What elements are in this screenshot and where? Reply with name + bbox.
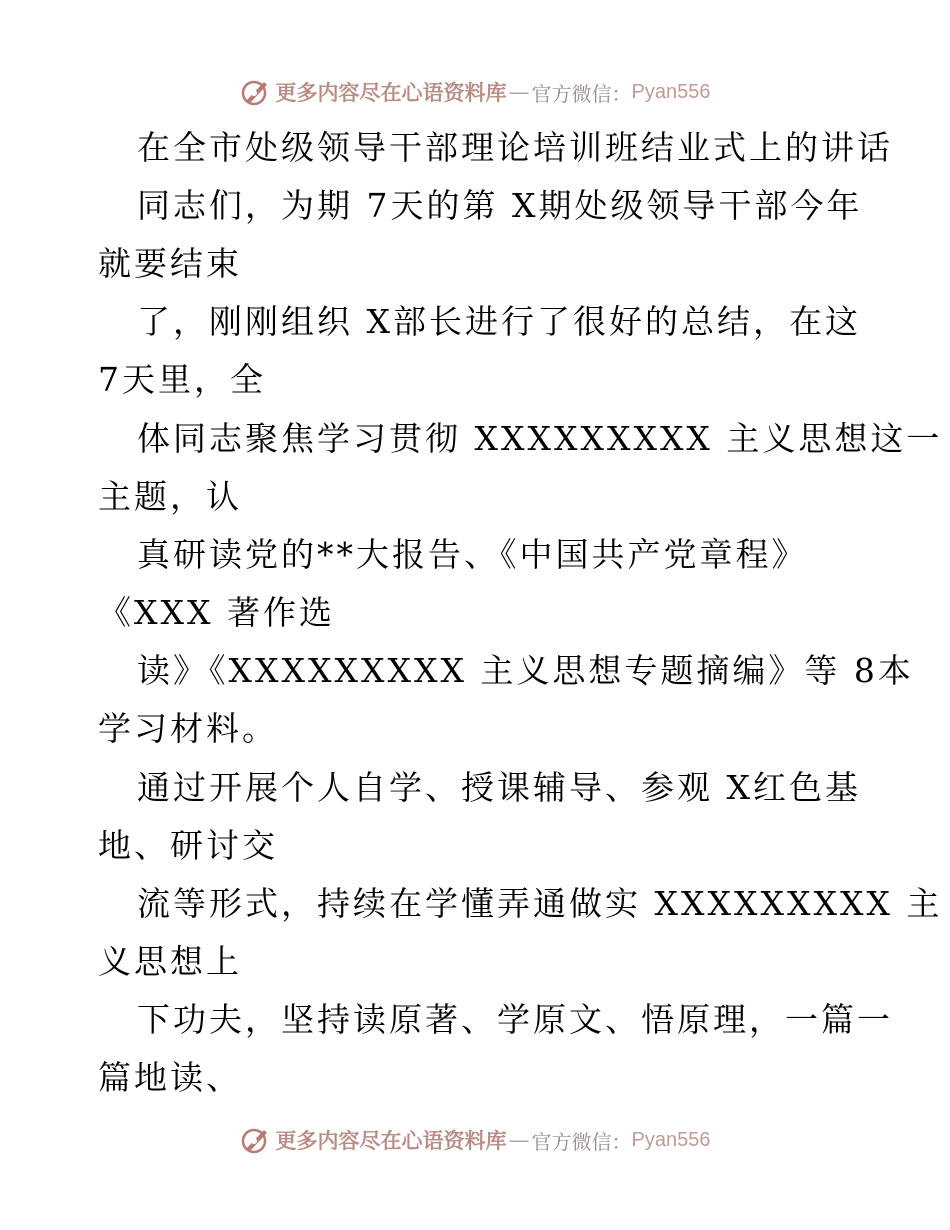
text-line: 真研读党的**大报告、《中国共产党章程》 bbox=[137, 535, 808, 574]
watermark-main-text: 更多内容尽在心语资料库 bbox=[275, 80, 507, 105]
text-line: 地、研讨交 bbox=[98, 826, 278, 865]
text-line: 7天里，全 bbox=[98, 360, 266, 399]
text-line: 《XXX 著作选 bbox=[98, 593, 335, 632]
text-line: 下功夫，坚持读原著、学原文、悟原理，一篇一 bbox=[137, 1000, 893, 1039]
text-line: 就要结束 bbox=[98, 244, 242, 283]
watermark-sub-text: 官方微信： bbox=[531, 1129, 632, 1154]
header-watermark bbox=[0, 72, 950, 112]
text-line: 流等形式，持续在学懂弄通做实 XXXXXXXXX 主 bbox=[137, 884, 943, 923]
document-title: 在全市处级领导干部理论培训班结业式上的讲话 bbox=[137, 128, 893, 167]
text-line: 了，刚刚组织 X部长进行了很好的总结，在这 bbox=[137, 302, 861, 341]
quill-logo-icon bbox=[240, 77, 270, 107]
text-line: 体同志聚焦学习贯彻 XXXXXXXXX 主义思想这一 bbox=[137, 419, 943, 458]
text-line: 读》《XXXXXXXXX 主义思想专题摘编》等 8本 bbox=[137, 651, 914, 690]
watermark-sub-text: 官方微信： bbox=[531, 81, 632, 106]
text-line: 主题，认 bbox=[98, 477, 242, 516]
watermark-dash: — bbox=[508, 1128, 530, 1152]
text-line: 学习材料。 bbox=[98, 709, 278, 748]
watermark-wechat-id: Pyan556 bbox=[631, 80, 711, 103]
quill-logo-icon bbox=[240, 1125, 270, 1155]
text-line: 篇地读、 bbox=[98, 1058, 242, 1097]
watermark-main-text: 更多内容尽在心语资料库 bbox=[275, 1128, 507, 1153]
footer-watermark bbox=[0, 1120, 950, 1160]
watermark-wechat-id: Pyan556 bbox=[631, 1128, 711, 1151]
text-line: 义思想上 bbox=[98, 942, 242, 981]
watermark-dash: — bbox=[508, 80, 530, 104]
text-line: 同志们，为期 7天的第 X期处级领导干部今年 bbox=[137, 186, 863, 225]
text-line: 通过开展个人自学、授课辅导、参观 X红色基 bbox=[137, 768, 861, 807]
